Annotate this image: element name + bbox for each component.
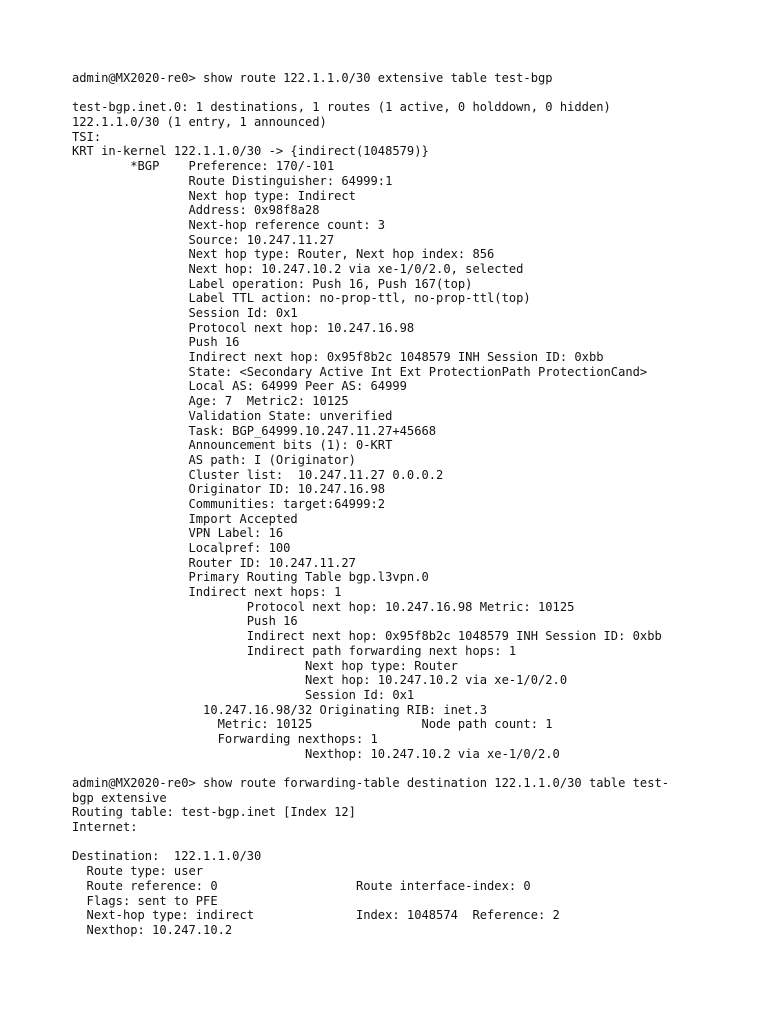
output-block [72, 71, 712, 86]
output-line: Task: BGP_64999.10.247.11.27+45668 [72, 423, 437, 438]
output-line: Local AS: 64999 Peer AS: 64999 [72, 379, 407, 394]
output-line: Protocol next hop: 10.247.16.98 Metric: 10125 [72, 599, 575, 614]
output-line: Protocol next hop: 10.247.16.98 [72, 320, 415, 335]
output-line: Label TTL action: no-prop-ttl, no-prop-ttl(top) [72, 291, 531, 306]
output-line: admin@MX2020-re0> show route 122.1.1.0/30 extensive table test-bgp [72, 71, 553, 85]
output-line: Next hop: 10.247.10.2 via xe-1/0/2.0 [72, 673, 568, 688]
output-line: Session Id: 0x1 [72, 306, 298, 320]
output-line: Push 16 [72, 614, 298, 629]
terminal-output-document [72, 71, 712, 938]
output-line: TSI: [72, 129, 102, 144]
output-line: State: <Secondary Active Int Ext ProtectionPath ProtectionCand> [72, 364, 648, 379]
output-line: *BGP Preference: 170/-101 [72, 159, 335, 174]
output-line: Originator ID: 10.247.16.98 [72, 482, 386, 497]
output-line: Session Id: 0x1 [72, 687, 415, 702]
output-line: Route reference: 0 Route interface-index: 0 [72, 878, 531, 893]
output-line: Announcement bits (1): 0-KRT [72, 438, 393, 453]
output-block [72, 849, 712, 937]
output-line: Label operation: Push 16, Push 167(top) [72, 276, 473, 291]
output-line: admin@MX2020-re0> show route forwarding-table destination 122.1.1.0/30 table test- [72, 776, 670, 790]
output-line: Indirect path forwarding next hops: 1 [72, 643, 517, 658]
output-line: Communities: target:64999:2 [72, 496, 386, 511]
output-line: Indirect next hop: 0x95f8b2c 1048579 INH Session ID: 0xbb [72, 350, 604, 365]
output-line: Primary Routing Table bgp.l3vpn.0 [72, 570, 429, 585]
output-line: Route Distinguisher: 64999:1 [72, 173, 393, 188]
output-line: Address: 0x98f8a28 [72, 203, 320, 218]
output-line: Age: 7 Metric2: 10125 [72, 394, 349, 409]
output-line: Metric: 10125 Node path count: 1 [72, 717, 553, 732]
output-block [72, 776, 712, 835]
output-line: Flags: sent to PFE [72, 893, 218, 908]
output-line: KRT in-kernel 122.1.1.0/30 -> {indirect(1048579)} [72, 144, 429, 159]
block-spacer [72, 835, 712, 850]
block-spacer [72, 761, 712, 776]
output-line: Next hop: 10.247.10.2 via xe-1/0/2.0, selected [72, 261, 524, 276]
output-line: 122.1.1.0/30 (1 entry, 1 announced) [72, 115, 327, 130]
output-line: Nexthop: 10.247.10.2 via xe-1/0/2.0 [72, 746, 560, 761]
output-line: Indirect next hop: 0x95f8b2c 1048579 INH Session ID: 0xbb [72, 629, 662, 644]
output-line: bgp extensive [72, 790, 167, 805]
output-line: Source: 10.247.11.27 [72, 232, 335, 247]
output-line: Next-hop type: indirect Index: 1048574 Reference: 2 [72, 908, 560, 923]
output-line: Next hop type: Indirect [72, 188, 356, 203]
output-line: VPN Label: 16 [72, 526, 284, 541]
output-line: AS path: I (Originator) [72, 452, 356, 467]
output-line: Route type: user [72, 864, 204, 879]
output-line: Next-hop reference count: 3 [72, 217, 386, 232]
output-line: Indirect next hops: 1 [72, 585, 342, 600]
output-line: Forwarding nexthops: 1 [72, 731, 378, 746]
output-line: Cluster list: 10.247.11.27 0.0.0.2 [72, 467, 444, 482]
output-line: Validation State: unverified [72, 408, 393, 423]
output-line: Next hop type: Router [72, 658, 458, 673]
output-line: Next hop type: Router, Next hop index: 856 [72, 247, 495, 262]
output-line: Localpref: 100 [72, 541, 291, 555]
output-line: Internet: [72, 820, 138, 835]
output-line: Push 16 [72, 335, 240, 350]
output-line: test-bgp.inet.0: 1 destinations, 1 routes (1 active, 0 holddown, 0 hidden) [72, 100, 611, 115]
output-line: Import Accepted [72, 511, 298, 526]
output-block [72, 100, 712, 761]
output-line: 10.247.16.98/32 Originating RIB: inet.3 [72, 702, 488, 717]
output-line: Router ID: 10.247.11.27 [72, 555, 356, 570]
block-spacer [72, 86, 712, 101]
output-line: Routing table: test-bgp.inet [Index 12] [72, 805, 356, 820]
output-line: Destination: 122.1.1.0/30 [72, 849, 262, 864]
output-line: Nexthop: 10.247.10.2 [72, 922, 233, 937]
